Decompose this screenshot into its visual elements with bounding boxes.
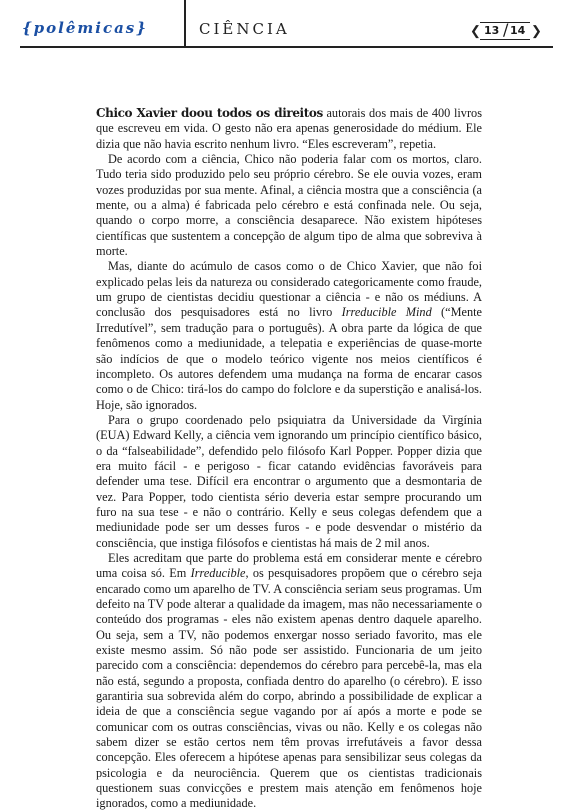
paragraph-5-text-a: Eles acreditam que parte do problema está em considerar mente e cérebro uma coisa só. Em — [96, 550, 482, 581]
lead-in: Chico Xavier doou todos os direitos — [96, 106, 323, 120]
paragraph-1-text: autorais dos mais de 400 livros que escreveu em vida. O gesto não era apenas generosidade do médium. Ele dizia que não havia escrito nenhum livro. “Eles escreveram”, repetia. — [96, 106, 482, 151]
paragraph-5-text-b: , os pesquisadores propõem que o cérebro seja encarado como um aparelho de TV. A consciência seriam seus programas. Um defeito na TV pode alterar a qualidade da imagem, mas não necessariamente o conteúdo dos programas - eles não existem apenas dentro daquele aparelho. Ou seja, sem a TV, não podemos enxergar nosso seriado favorito, mas ele existe mesmo assim. Só não pode ser assistido. Funcionaria de um jeito parecido com a consciência: dependemos do cérebro para percebê-la, mas ela não está, segundo a proposta, confiada dentro do aparelho (o cérebro). E isso garantiria sua sobrevida além do corpo, abrindo a possibilidade de explicar a ideia de que a consciência segue vagando por aí após a morte e pode se comunicar com os outras consciências, vivas ou não. Kelly e os colegas não sabem dizer se estão certos nem têm provas irrefutáveis a favor dessa concepção. Eles oferecem a hipótese apenas para sensibilizar seus colegas da psicologia e da neurociência. Querem que os cientistas tradicionais questionem suas convicções e prestem mais atenção em fenômenos hoje ignorados, como a mediunidade. — [96, 566, 482, 811]
header-divider — [184, 0, 186, 47]
paragraph-4: Para o grupo coordenado pelo psiquiatra da Universidade da Virgínia (EUA) Edward Kelly, a ciência vem ignorando um princípio científico básico, o da “falseabilidade”, defendido pelo filósofo Karl Popper. Popper dizia que era muito fácil - e perigoso - ficar catando evidências favoráveis para defender uma tese. Difícil era encontrar o argumento que a desmontaria de vez. Para Popper, todo cientista sério deveria estar sempre procurando um furo na sua tese - e não o contrário. Kelly e seus colegas defendem que a mediunidade pode ser um desses furos - e pode desvendar o mistério da consciência, que instiga filósofos e cientistas há mais de 2 mil anos. — [96, 412, 482, 550]
page-counter-box — [480, 22, 530, 40]
chevron-left-icon[interactable]: ❮ — [470, 23, 481, 38]
chevron-right-icon[interactable]: ❯ — [531, 23, 542, 38]
paragraph-5 — [96, 551, 482, 812]
paragraph-1 — [96, 106, 482, 152]
book-title: Irreducible Mind — [341, 305, 432, 320]
section-name: CIÊNCIA — [199, 20, 290, 38]
page-header — [0, 0, 567, 60]
paragraph-3-text-b: (“Mente Irredutível”, sem tradução para o português). A obra parte da lógica de que fenômenos como a mediunidade, a telepatia e experiências de quase-morte são indícios de que o modelo teórico vigente nos meios científicos é incompleto. Os autores defendem uma mudança na forma de encarar casos como o de Chico: tirá-los do campo do folclore e da superstição e analisá-los. Hoje, são ignorados. — [96, 305, 482, 412]
current-page: 13 — [484, 24, 500, 37]
header-rule — [20, 46, 553, 48]
paragraph-3 — [96, 259, 482, 412]
book-title-short: Irreducible — [190, 566, 246, 581]
article-body — [96, 106, 482, 812]
paragraph-3-text-a: Mas, diante do acúmulo de casos como o de Chico Xavier, que não foi explicado pelas leis da natureza ou considerado categoricamente como fraude, um grupo de cientistas decidiu questionar a ciência - e não os médiuns. A conclusão dos pesquisadores está no livro — [96, 259, 482, 320]
page-counter — [470, 22, 540, 40]
paragraph-2: De acordo com a ciência, Chico não poderia falar com os mortos, claro. Tudo teria sido produzido pelo seu próprio cérebro. Se ele ouvia vozes, eram vozes produzidas por sua mente. Afinal, a ciência mostra que a consciência (a mente, ou a alma) é fabricada pelo cérebro e está confinada nele. Ou seja, quando o corpo morre, a consciência desaparece. Não existem hipóteses científicas que sustentem a concepção de algum tipo de alma que sobreviva à morte. — [96, 152, 482, 259]
total-pages: 14 — [510, 24, 526, 37]
page-separator-icon: / — [503, 20, 509, 39]
section-tag: {polêmicas} — [22, 19, 148, 37]
